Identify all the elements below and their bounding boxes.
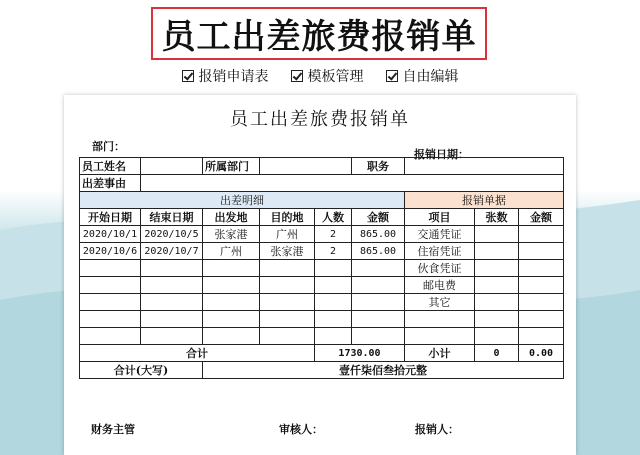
end-date-cell[interactable]	[141, 328, 203, 345]
subtotal-amount: 0.00	[519, 345, 564, 362]
receipt-amount-cell[interactable]	[519, 260, 564, 277]
receipt-count-cell[interactable]	[475, 328, 519, 345]
receipt-amount-cell[interactable]	[519, 294, 564, 311]
feature-label: 报销申请表	[198, 69, 269, 85]
people-cell[interactable]	[315, 328, 352, 345]
end-date-cell[interactable]	[141, 260, 203, 277]
end-date-cell[interactable]	[141, 294, 203, 311]
start-date-cell[interactable]	[80, 311, 141, 328]
table-row	[80, 277, 564, 294]
start-date-cell[interactable]	[80, 260, 141, 277]
claim-date-label: 报销日期：	[414, 148, 469, 161]
department-label-cell: 所属部门	[203, 158, 260, 175]
people-cell[interactable]	[315, 294, 352, 311]
end-date-cell[interactable]: 2020/10/5	[141, 226, 203, 243]
amount-cell[interactable]	[352, 328, 405, 345]
end-date-cell[interactable]: 2020/10/7	[141, 243, 203, 260]
start-date-cell[interactable]	[80, 294, 141, 311]
column-header-row	[80, 209, 564, 226]
people-cell[interactable]	[315, 311, 352, 328]
departure-cell[interactable]	[203, 328, 260, 345]
receipt-item-cell: 伙食凭证	[405, 260, 475, 277]
table-row	[80, 311, 564, 328]
section-header-row	[80, 192, 564, 209]
end-date-cell[interactable]	[141, 311, 203, 328]
departure-cell[interactable]	[203, 311, 260, 328]
total-label: 合计	[80, 345, 315, 362]
end-date-cell[interactable]	[141, 277, 203, 294]
subtotal-label: 小计	[405, 345, 475, 362]
reviewer-label: 审核人：	[279, 423, 323, 436]
receipt-amount-cell[interactable]	[519, 243, 564, 260]
table-row	[80, 328, 564, 345]
expense-table	[79, 157, 564, 379]
checkbox-checked-icon	[386, 70, 398, 82]
destination-cell[interactable]	[260, 277, 315, 294]
people-cell[interactable]: 2	[315, 243, 352, 260]
people-cell[interactable]	[315, 277, 352, 294]
department-field[interactable]	[260, 158, 352, 175]
receipt-count-cell[interactable]	[475, 260, 519, 277]
column-header: 目的地	[260, 209, 315, 226]
receipt-item-cell: 其它	[405, 294, 475, 311]
feature-item	[386, 66, 459, 86]
amount-cell[interactable]	[352, 311, 405, 328]
departure-cell[interactable]: 广州	[203, 243, 260, 260]
column-header: 人数	[315, 209, 352, 226]
reason-row	[80, 175, 564, 192]
checkbox-checked-icon	[291, 70, 303, 82]
employee-name-label: 员工姓名	[80, 158, 141, 175]
employee-name-field[interactable]	[141, 158, 203, 175]
table-body	[80, 226, 564, 345]
people-cell[interactable]	[315, 260, 352, 277]
feature-item	[182, 66, 269, 86]
destination-cell[interactable]: 广州	[260, 226, 315, 243]
column-header: 出发地	[203, 209, 260, 226]
receipt-amount-cell[interactable]	[519, 226, 564, 243]
total-caps-row	[80, 362, 564, 379]
receipt-count-cell[interactable]	[475, 226, 519, 243]
amount-cell[interactable]	[352, 294, 405, 311]
table-row	[80, 226, 564, 243]
column-header: 张数	[475, 209, 519, 226]
total-row	[80, 345, 564, 362]
amount-cell[interactable]: 865.00	[352, 226, 405, 243]
receipt-count-cell[interactable]	[475, 311, 519, 328]
receipt-amount-cell[interactable]	[519, 277, 564, 294]
employee-info-row	[80, 158, 564, 175]
people-cell[interactable]: 2	[315, 226, 352, 243]
table-row	[80, 294, 564, 311]
column-header: 开始日期	[80, 209, 141, 226]
form-title: 员工出差旅费报销单	[230, 109, 410, 130]
receipt-item-cell: 邮电费	[405, 277, 475, 294]
total-value: 1730.00	[315, 345, 405, 362]
trip-section-label: 出差明细	[80, 192, 405, 209]
departure-cell[interactable]	[203, 294, 260, 311]
destination-cell[interactable]	[260, 328, 315, 345]
receipt-amount-cell[interactable]	[519, 328, 564, 345]
departure-cell[interactable]	[203, 260, 260, 277]
departure-cell[interactable]	[203, 277, 260, 294]
column-header: 项目	[405, 209, 475, 226]
start-date-cell[interactable]	[80, 328, 141, 345]
receipt-item-cell: 住宿凭证	[405, 243, 475, 260]
amount-cell[interactable]: 865.00	[352, 243, 405, 260]
destination-cell[interactable]	[260, 260, 315, 277]
column-header: 结束日期	[141, 209, 203, 226]
banner-title: 员工出差旅费报销单	[161, 17, 477, 57]
receipt-item-cell	[405, 311, 475, 328]
subtotal-count: 0	[475, 345, 519, 362]
feature-item	[291, 66, 364, 86]
total-caps-value: 壹仟柒佰叁拾元整	[203, 362, 564, 379]
start-date-cell[interactable]: 2020/10/6	[80, 243, 141, 260]
banner	[151, 7, 487, 60]
feature-list	[0, 64, 640, 88]
claimant-label: 报销人：	[415, 423, 459, 436]
receipt-item-cell	[405, 328, 475, 345]
signature-row	[91, 421, 561, 437]
receipt-section-label: 报销单据	[405, 192, 564, 209]
receipt-count-cell[interactable]	[475, 243, 519, 260]
position-field[interactable]	[405, 158, 564, 175]
destination-cell[interactable]: 张家港	[260, 243, 315, 260]
feature-label: 自由编辑	[402, 69, 459, 85]
checkbox-checked-icon	[182, 70, 194, 82]
table-row	[80, 260, 564, 277]
amount-cell[interactable]	[352, 260, 405, 277]
reason-field[interactable]	[141, 175, 564, 192]
receipt-count-cell[interactable]	[475, 277, 519, 294]
destination-cell[interactable]	[260, 294, 315, 311]
start-date-cell[interactable]	[80, 277, 141, 294]
receipt-item-cell: 交通凭证	[405, 226, 475, 243]
reason-label: 出差事由	[80, 175, 141, 192]
receipt-amount-cell[interactable]	[519, 311, 564, 328]
amount-cell[interactable]	[352, 277, 405, 294]
total-caps-label: 合计(大写)	[80, 362, 203, 379]
feature-label: 模板管理	[307, 69, 364, 85]
departure-cell[interactable]: 张家港	[203, 226, 260, 243]
column-header: 金额	[352, 209, 405, 226]
start-date-cell[interactable]: 2020/10/1	[80, 226, 141, 243]
department-label: 部门：	[92, 140, 125, 153]
column-header: 金额	[519, 209, 564, 226]
destination-cell[interactable]	[260, 311, 315, 328]
form-sheet	[64, 95, 576, 455]
receipt-count-cell[interactable]	[475, 294, 519, 311]
finance-manager-label: 财务主管	[91, 423, 135, 436]
position-label: 职务	[352, 158, 405, 175]
table-row	[80, 243, 564, 260]
